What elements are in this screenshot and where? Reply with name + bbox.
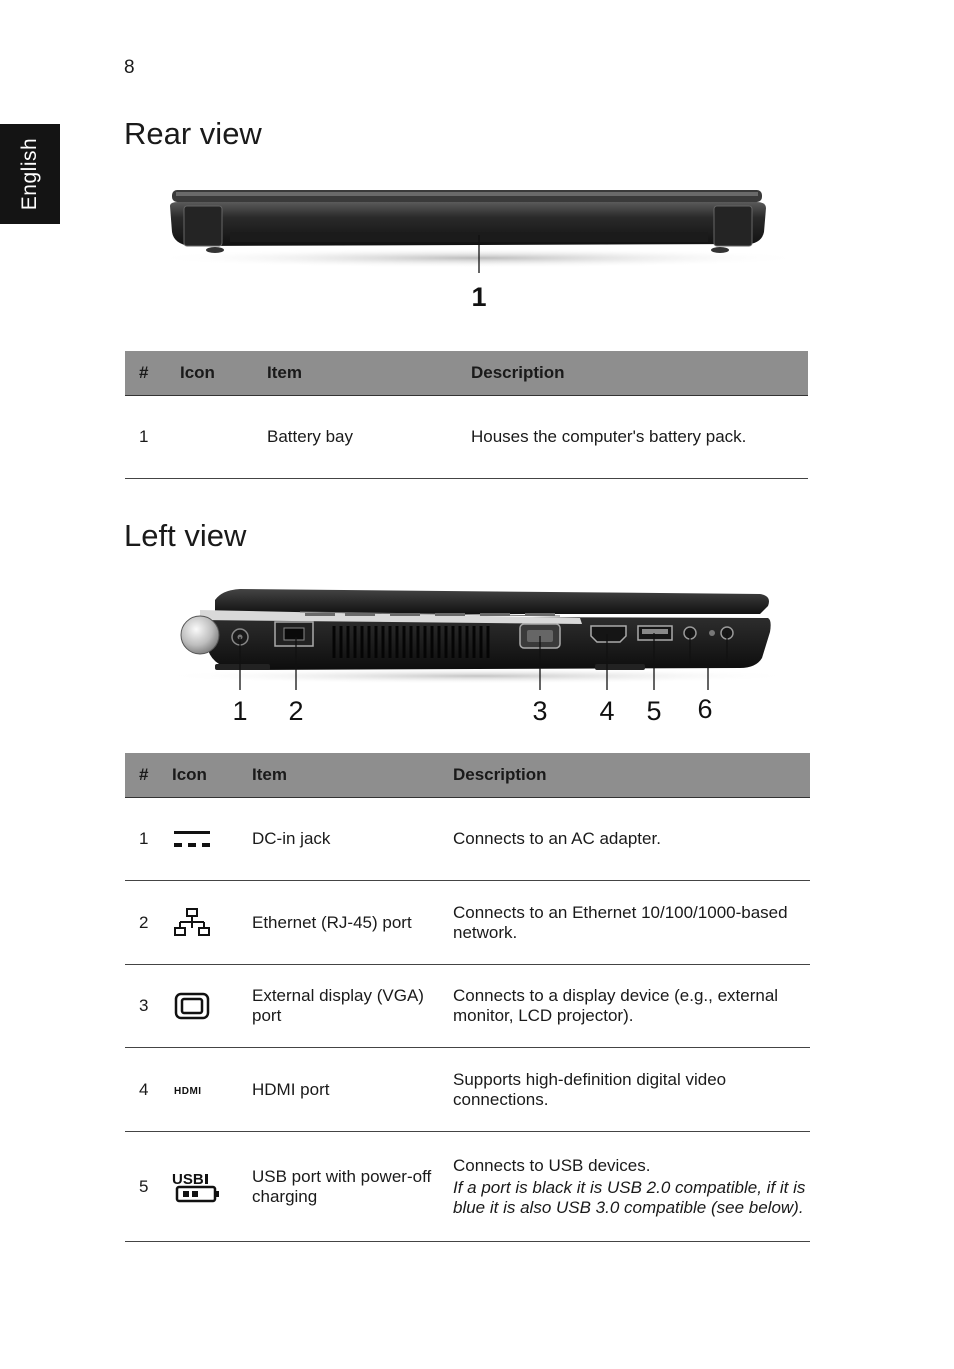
row-num: 1 (125, 798, 172, 881)
dc-in-icon (172, 828, 212, 850)
row-description: Connects to a display device (e.g., external monitor, LCD projector). (453, 965, 810, 1048)
row-item: DC-in jack (252, 798, 453, 881)
left-callout-2: 2 (288, 696, 304, 726)
row-description: Connects to an AC adapter. (453, 798, 810, 881)
header-description: Description (471, 351, 808, 396)
usb-charging-icon (172, 1170, 222, 1204)
table-row (125, 1048, 810, 1132)
left-callout-1: 1 (232, 696, 248, 726)
table-row (125, 881, 810, 965)
rear-callout-1: 1 (471, 282, 487, 312)
header-num: # (125, 351, 180, 396)
left-callout-4: 4 (599, 696, 615, 726)
row-num: 3 (125, 965, 172, 1048)
rear-view-illustration (0, 180, 954, 315)
header-num: # (125, 753, 172, 798)
usb-icon-label: USB (172, 1170, 204, 1188)
rear-view-table (125, 351, 808, 479)
header-item: Item (252, 753, 453, 798)
table-row (125, 396, 808, 479)
row-item: HDMI port (252, 1048, 453, 1132)
row-description: Supports high-definition digital video connections. (453, 1048, 810, 1132)
left-view-table (125, 753, 810, 1242)
page-number: 8 (124, 57, 135, 78)
row-num: 2 (125, 881, 172, 965)
row-note: If a port is black it is USB 2.0 compatible, if it is blue it is also USB 3.0 compatible (see below). (453, 1177, 806, 1217)
ethernet-icon (172, 907, 212, 939)
row-icon (180, 396, 267, 479)
language-tab-label: English (18, 137, 41, 211)
header-description: Description (453, 753, 810, 798)
rear-view-title: Rear view (124, 116, 262, 151)
hdmi-icon-label: HDMI (174, 1085, 202, 1097)
header-icon: Icon (172, 753, 252, 798)
table-header-row (125, 351, 808, 396)
row-description: Connects to USB devices. (453, 1155, 651, 1175)
table-row (125, 1132, 810, 1242)
row-item: USB port with power-off charging (252, 1132, 453, 1242)
hdmi-icon (172, 1083, 212, 1097)
row-description: Houses the computer's battery pack. (471, 396, 808, 479)
table-row (125, 798, 810, 881)
row-item: External display (VGA) port (252, 965, 453, 1048)
table-header-row (125, 753, 810, 798)
row-num: 1 (125, 396, 180, 479)
header-item: Item (267, 351, 471, 396)
row-num: 4 (125, 1048, 172, 1132)
row-num: 5 (125, 1132, 172, 1242)
left-view-title: Left view (124, 518, 247, 553)
left-callout-3: 3 (532, 696, 548, 726)
table-row (125, 965, 810, 1048)
row-item: Battery bay (267, 396, 471, 479)
vga-icon (172, 991, 212, 1021)
left-callout-5: 5 (646, 696, 662, 726)
left-view-illustration (0, 580, 954, 730)
row-description: Connects to an Ethernet 10/100/1000-based network. (453, 881, 810, 965)
header-icon: Icon (180, 351, 267, 396)
row-item: Ethernet (RJ-45) port (252, 881, 453, 965)
left-callout-6: 6 (697, 694, 713, 724)
